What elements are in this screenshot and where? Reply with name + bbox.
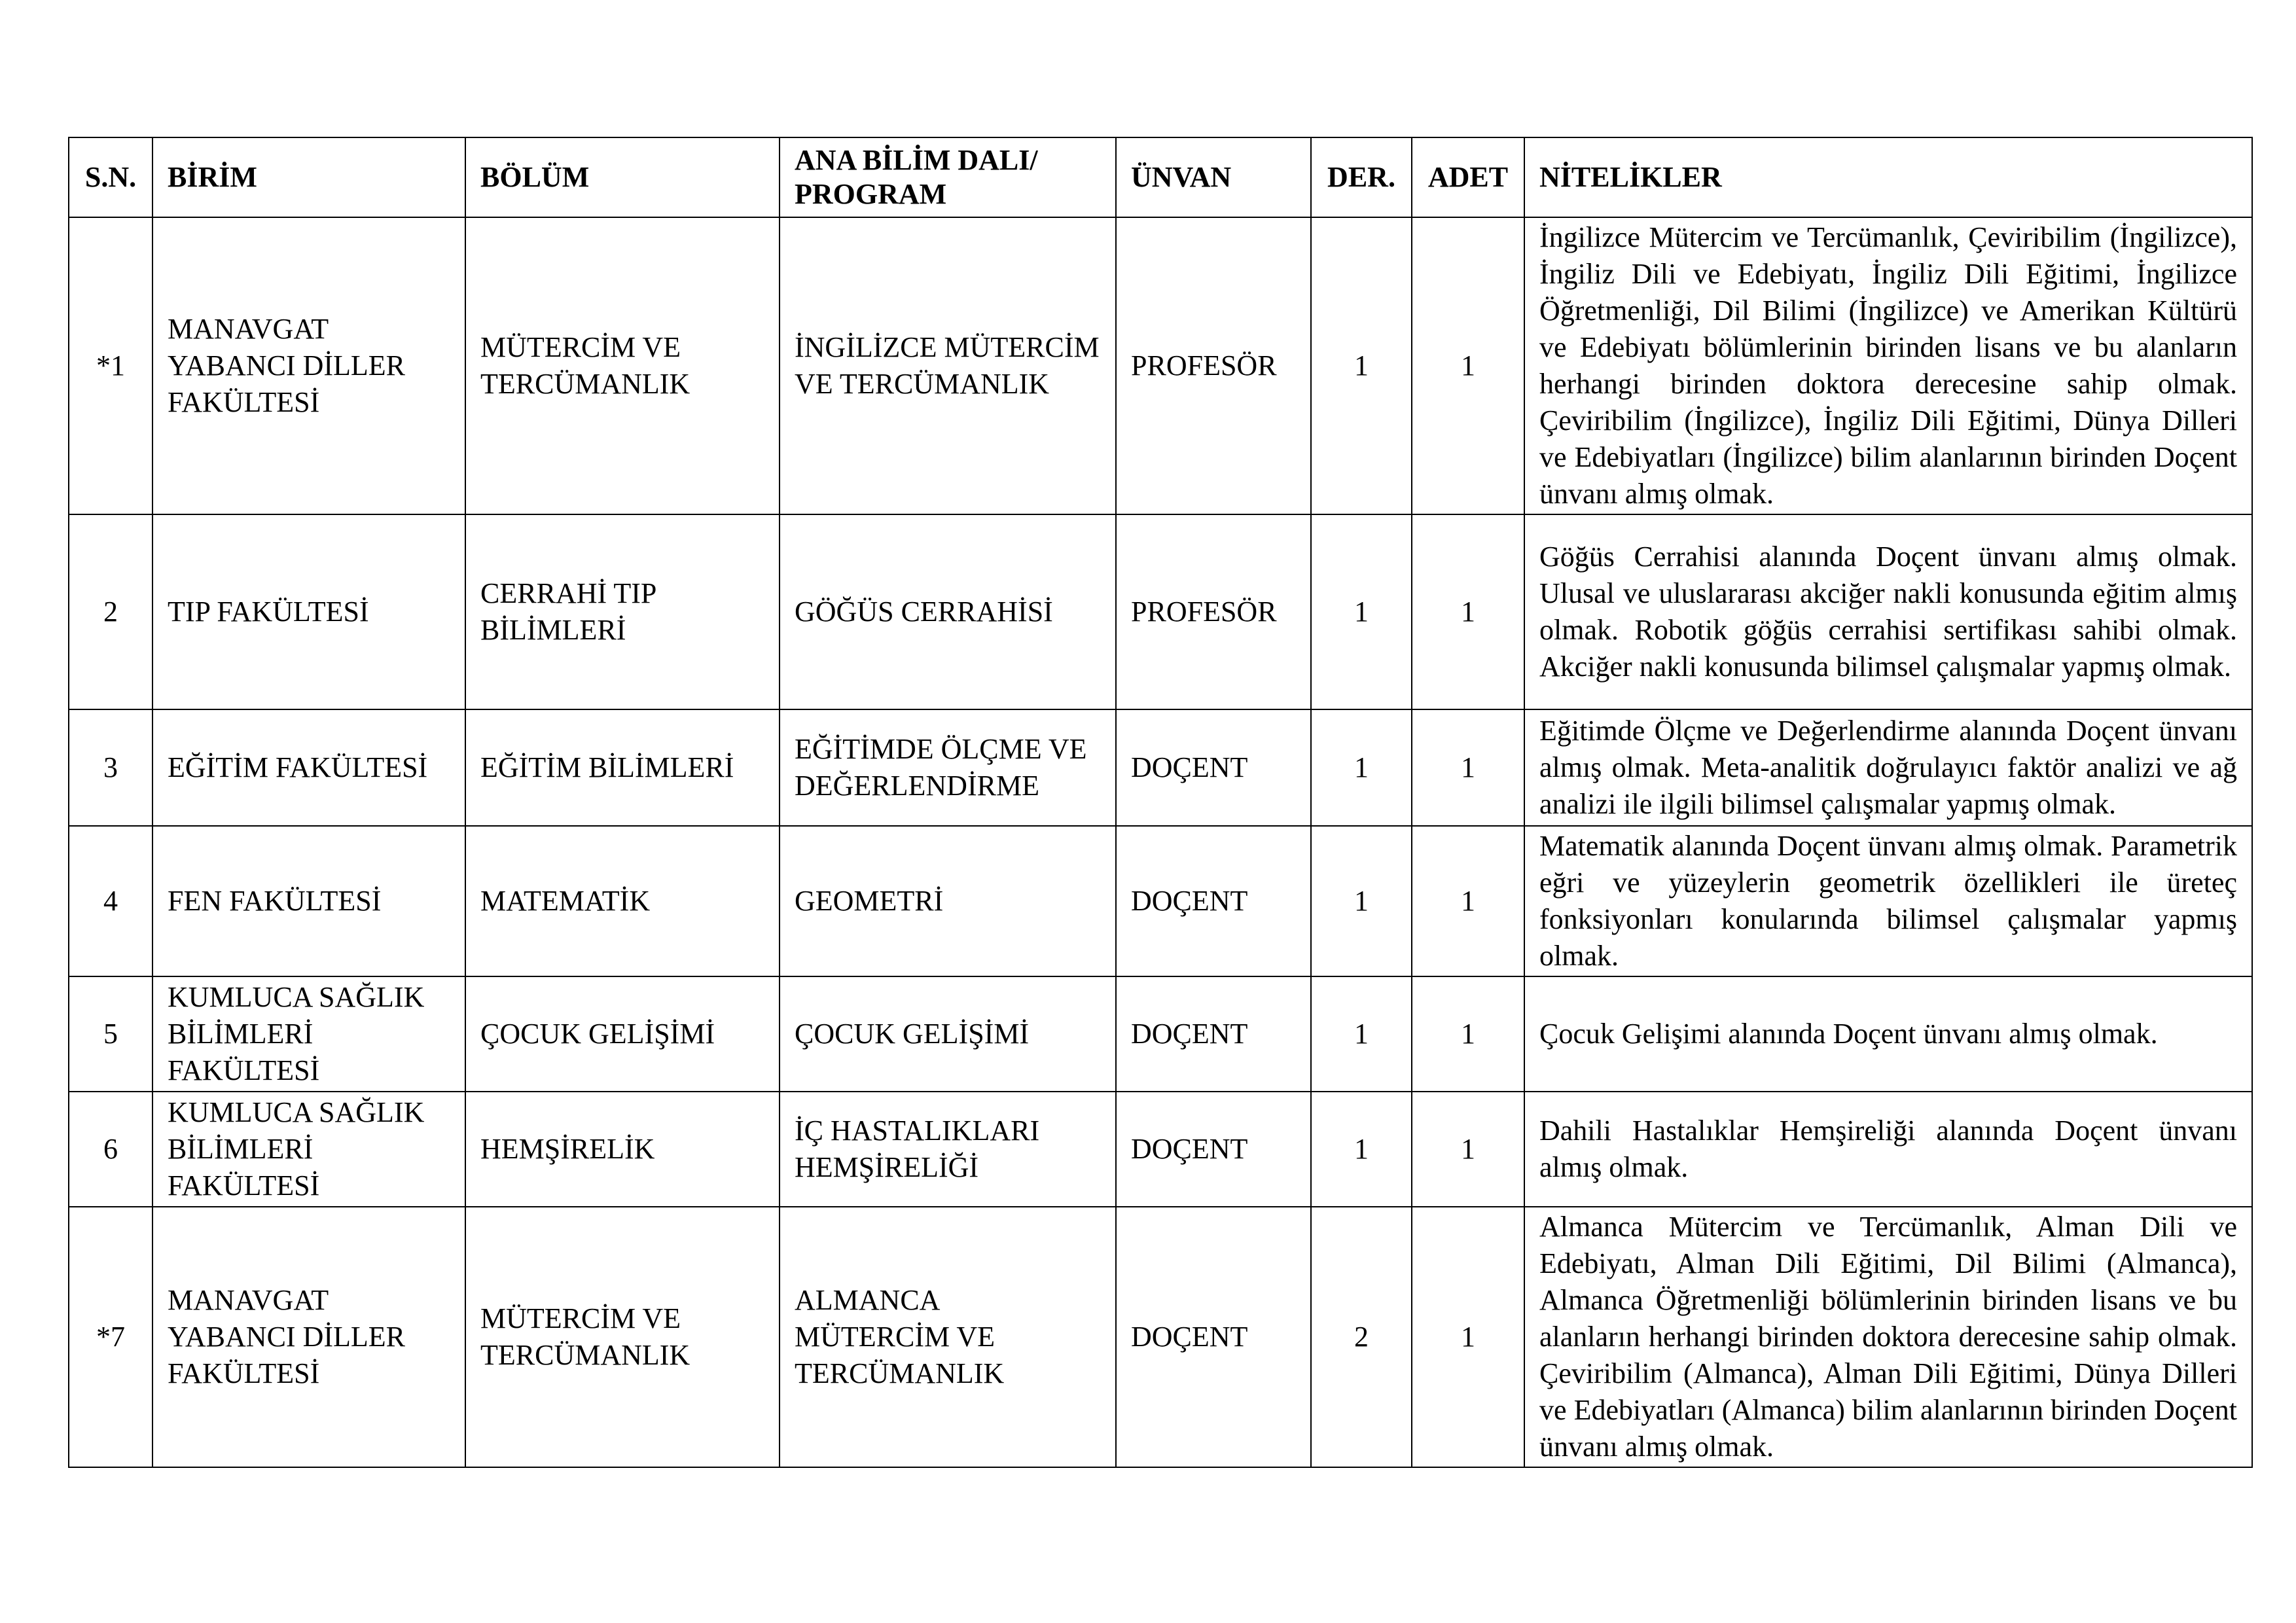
- cell-nitelikler: Göğüs Cerrahisi alanında Doçent ünvanı almış olmak. Ulusal ve uluslararası akciğer nakli konusunda eğitim almış olmak. Robotik göğüs cerrahisi sertifikası sahibi olmak. Akciğer nakli konusunda bilimsel çalışmalar yapmış olmak.: [1524, 514, 2252, 709]
- table-row: [69, 976, 2252, 1092]
- header-unvan: ÜNVAN: [1116, 137, 1311, 217]
- header-der: DER.: [1311, 137, 1412, 217]
- cell-der: 2: [1311, 1207, 1412, 1467]
- cell-unvan: DOÇENT: [1116, 1092, 1311, 1207]
- cell-bolum: MÜTERCİM VE TERCÜMANLIK: [465, 217, 780, 514]
- cell-nitelikler: Dahili Hastalıklar Hemşireliği alanında Doçent ünvanı almış olmak.: [1524, 1092, 2252, 1207]
- header-bolum: BÖLÜM: [465, 137, 780, 217]
- header-adet: ADET: [1412, 137, 1524, 217]
- cell-sn: 6: [69, 1092, 152, 1207]
- cell-unvan: DOÇENT: [1116, 709, 1311, 826]
- cell-bolum: MATEMATİK: [465, 826, 780, 976]
- cell-bolum: HEMŞİRELİK: [465, 1092, 780, 1207]
- cell-sn: 5: [69, 976, 152, 1092]
- table-row: [69, 826, 2252, 976]
- cell-adet: 1: [1412, 826, 1524, 976]
- cell-adet: 1: [1412, 217, 1524, 514]
- cell-bolum: CERRAHİ TIP BİLİMLERİ: [465, 514, 780, 709]
- cell-birim: TIP FAKÜLTESİ: [152, 514, 465, 709]
- header-ana-bilim-dali-line2: PROGRAM: [795, 178, 947, 210]
- cell-birim: FEN FAKÜLTESİ: [152, 826, 465, 976]
- cell-birim: KUMLUCA SAĞLIK BİLİMLERİ FAKÜLTESİ: [152, 1092, 465, 1207]
- positions-table: [68, 137, 2253, 1468]
- cell-adet: 1: [1412, 1207, 1524, 1467]
- cell-sn: 2: [69, 514, 152, 709]
- cell-adet: 1: [1412, 709, 1524, 826]
- cell-unvan: DOÇENT: [1116, 1207, 1311, 1467]
- cell-unvan: DOÇENT: [1116, 976, 1311, 1092]
- cell-program: İÇ HASTALIKLARI HEMŞİRELİĞİ: [780, 1092, 1116, 1207]
- table-header-row: [69, 137, 2252, 217]
- header-ana-bilim-dali-line1: ANA BİLİM DALI/: [795, 144, 1038, 176]
- cell-der: 1: [1311, 514, 1412, 709]
- header-ana-bilim-dali: [780, 137, 1116, 217]
- cell-bolum: MÜTERCİM VE TERCÜMANLIK: [465, 1207, 780, 1467]
- cell-nitelikler: Çocuk Gelişimi alanında Doçent ünvanı almış olmak.: [1524, 976, 2252, 1092]
- cell-sn: *7: [69, 1207, 152, 1467]
- cell-nitelikler: Matematik alanında Doçent ünvanı almış olmak. Parametrik eğri ve yüzeylerin geometrik özellikleri ile üreteç fonksiyonları konularında bilimsel çalışmalar yapmış olmak.: [1524, 826, 2252, 976]
- cell-der: 1: [1311, 826, 1412, 976]
- cell-adet: 1: [1412, 514, 1524, 709]
- cell-birim: MANAVGAT YABANCI DİLLER FAKÜLTESİ: [152, 217, 465, 514]
- cell-bolum: ÇOCUK GELİŞİMİ: [465, 976, 780, 1092]
- cell-birim: KUMLUCA SAĞLIK BİLİMLERİ FAKÜLTESİ: [152, 976, 465, 1092]
- cell-program: GÖĞÜS CERRAHİSİ: [780, 514, 1116, 709]
- table-row: [69, 1092, 2252, 1207]
- cell-adet: 1: [1412, 1092, 1524, 1207]
- table-row: [69, 217, 2252, 514]
- header-birim: BİRİM: [152, 137, 465, 217]
- cell-program: EĞİTİMDE ÖLÇME VE DEĞERLENDİRME: [780, 709, 1116, 826]
- cell-der: 1: [1311, 217, 1412, 514]
- cell-der: 1: [1311, 976, 1412, 1092]
- cell-sn: *1: [69, 217, 152, 514]
- cell-nitelikler: Almanca Mütercim ve Tercümanlık, Alman Dili ve Edebiyatı, Alman Dili Eğitimi, Dil Bilimi (Almanca), Almanca Öğretmenliği bölümlerinin birinden lisans ve bu alanların herhangi birinden doktora derecesine sahip olmak. Çeviribilim (Almanca), Alman Dili Eğitimi, Dünya Dilleri ve Edebiyatları (Almanca) bilim alanlarının birinden Doçent ünvanı almış olmak.: [1524, 1207, 2252, 1467]
- table-row: [69, 514, 2252, 709]
- cell-adet: 1: [1412, 976, 1524, 1092]
- cell-unvan: DOÇENT: [1116, 826, 1311, 976]
- cell-birim: MANAVGAT YABANCI DİLLER FAKÜLTESİ: [152, 1207, 465, 1467]
- cell-sn: 3: [69, 709, 152, 826]
- cell-unvan: PROFESÖR: [1116, 217, 1311, 514]
- cell-nitelikler: İngilizce Mütercim ve Tercümanlık, Çeviribilim (İngilizce), İngiliz Dili ve Edebiyatı, İngiliz Dili Eğitimi, İngilizce Öğretmenliği, Dil Bilimi (İngilizce) ve Amerikan Kültürü ve Edebiyatı bölümlerinin birinden lisans ve bu alanların herhangi birinden doktora derecesine sahip olmak. Çeviribilim (İngilizce), İngiliz Dili Eğitimi, Dünya Dilleri ve Edebiyatları (İngilizce) bilim alanlarının birinden Doçent ünvanı almış olmak.: [1524, 217, 2252, 514]
- cell-program: ALMANCA MÜTERCİM VE TERCÜMANLIK: [780, 1207, 1116, 1467]
- cell-sn: 4: [69, 826, 152, 976]
- header-nitelikler: NİTELİKLER: [1524, 137, 2252, 217]
- header-sn: S.N.: [69, 137, 152, 217]
- cell-program: İNGİLİZCE MÜTERCİM VE TERCÜMANLIK: [780, 217, 1116, 514]
- table-row: [69, 1207, 2252, 1467]
- cell-birim: EĞİTİM FAKÜLTESİ: [152, 709, 465, 826]
- cell-nitelikler: Eğitimde Ölçme ve Değerlendirme alanında Doçent ünvanı almış olmak. Meta-analitik doğrulayıcı faktör analizi ve ağ analizi ile ilgili bilimsel çalışmalar yapmış olmak.: [1524, 709, 2252, 826]
- table-row: [69, 709, 2252, 826]
- cell-bolum: EĞİTİM BİLİMLERİ: [465, 709, 780, 826]
- cell-der: 1: [1311, 709, 1412, 826]
- cell-program: GEOMETRİ: [780, 826, 1116, 976]
- cell-unvan: PROFESÖR: [1116, 514, 1311, 709]
- cell-der: 1: [1311, 1092, 1412, 1207]
- cell-program: ÇOCUK GELİŞİMİ: [780, 976, 1116, 1092]
